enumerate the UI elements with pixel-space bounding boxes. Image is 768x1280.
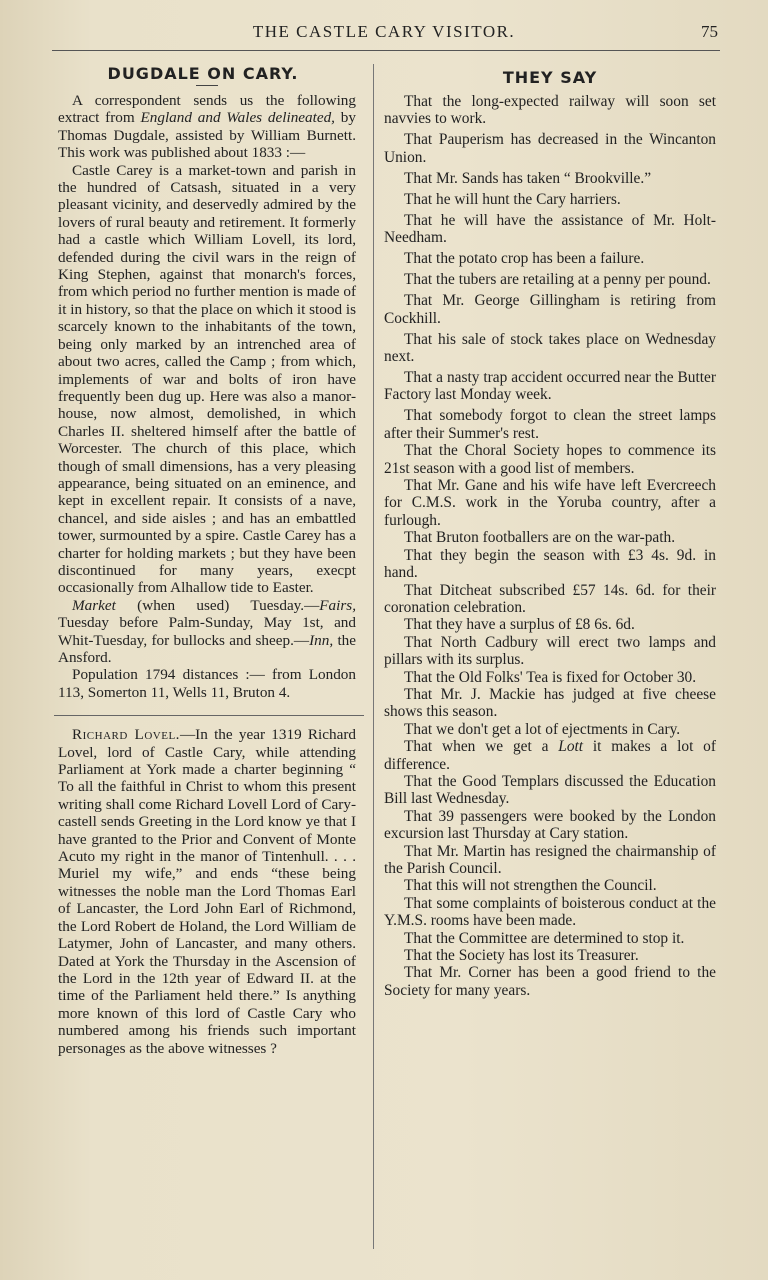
richard-lovel-lead: Richard Lovel. [72, 726, 180, 744]
population-paragraph: Population 1794 distances :— from London 113, Somerton 11, Wells 11, Bruton 4. [58, 666, 356, 701]
they-say-item: That Mr. Corner has been a good friend to the Society for many years. [384, 964, 716, 999]
they-say-item: That a nasty trap accident occurred near the Butter Factory last Monday week. [384, 369, 716, 404]
inn-label: Inn, [309, 631, 334, 649]
they-say-item-lott [384, 738, 716, 773]
they-say-item: That Mr. J. Mackie has judged at five cheese shows this season. [384, 685, 716, 721]
column-divider [373, 64, 374, 1249]
they-say-item: That Mr. Gane and his wife have left Evercreech for C.M.S. work in the Yoruba country, after a furlough. [384, 477, 716, 529]
they-say-item: That we don't get a lot of ejectments in Cary. [404, 720, 681, 738]
they-say-item: That the Choral Society hopes to commence its 21st season with a good list of members. [384, 442, 716, 477]
castle-carey-paragraph: Castle Carey is a market-town and parish in the hundred of Catsash, situated in a very pleasant vicinity, and deservedly admired by the lovers of rural beauty and retirement. It formerly had a castle which William Lovell, its lord, defended during the civil wars in the reign of King Stephen, against that monarch's forces, from which period no further mention is made of it in history, so that the place on which it stood is scarcely known to the inhabitants of the town, being only marked by an intrenched area of about two acres, called the Camp ; from which, implements of war and bolts of iron have frequently been dug up. Here was also a manor-house, now almost, demolished, in which Charles II. sheltered himself after the battle of Worcester. The church of this place, which though of small dimensions, has a very pleasing appearance, being situated on an eminence, and kept in excellent repair. It consists of a nave, chancel, and side aisles ; and has an embattled tower, surmounted by a spire. Castle Carey has a charter for holding markets ; but they have been discontinued for many years, execpt occasionally from Alhallow tide to Easter. [58, 161, 356, 597]
right-column [384, 68, 716, 999]
they-say-item: That they have a surplus of £8 6s. 6d. [404, 616, 635, 634]
they-say-item: That his sale of stock takes place on Wednesday next. [384, 330, 716, 366]
they-say-item: That the tubers are retailing at a penny per pound. [404, 271, 711, 289]
they-say-item: That the Old Folks' Tea is fixed for October 30. [404, 668, 697, 686]
fairs-label: Fairs, [319, 596, 356, 614]
article-heading-dugdale: DUGDALE ON CARY. [107, 64, 299, 83]
intro-text-end: by Thomas Dugdale, assisted by William Burnett. This work was published about 1833 :— [58, 109, 356, 162]
they-say-item: That the Society has lost its Treasurer. [404, 947, 639, 965]
they-say-item: That this will not strengthen the Council. [404, 877, 657, 895]
heading-rule [196, 85, 218, 86]
they-say-item: That the Good Templars discussed the Education Bill last Wednesday. [384, 772, 716, 808]
intro-paragraph [58, 92, 356, 162]
lott-text-end: it makes a lot of difference. [384, 738, 716, 773]
they-say-item: That Mr. Sands has taken “ Brookville.” [404, 169, 652, 187]
market-paragraph [58, 597, 356, 667]
running-title: THE CASTLE CARY VISITOR. [252, 22, 516, 41]
richard-lovel-paragraph [58, 726, 356, 1057]
they-say-item: That some complaints of boisterous conduct at the Y.M.S. rooms have been made. [384, 894, 716, 930]
lott-text-start: That when we get a [404, 738, 559, 756]
they-say-item: That he will hunt the Cary harriers. [404, 190, 621, 208]
they-say-item: That Mr. George Gillingham is retiring from Cockhill. [384, 292, 716, 327]
they-say-item: That somebody forgot to clean the street lamps after their Summer's rest. [384, 407, 716, 442]
header-rule [52, 50, 720, 51]
they-say-item: That Pauperism has decreased in the Wincanton Union. [384, 131, 716, 166]
they-say-item: That Ditcheat subscribed £57 14s. 6d. for their coronation celebration. [384, 581, 716, 616]
they-say-item: That the Committee are determined to stop it. [404, 929, 685, 947]
section-separator [54, 715, 364, 716]
market-label: Market [72, 596, 116, 614]
they-say-item: That North Cadbury will erect two lamps and pillars with its surplus. [384, 633, 716, 669]
they-say-item: That they begin the season with £3 4s. 9d. in hand. [384, 546, 716, 582]
they-say-item: That he will have the assistance of Mr. Holt-Needham. [384, 211, 716, 247]
fairs-text: Tuesday before Palm-Sunday, May 1st, and Whit-Tuesday, for bullocks and sheep.— [58, 614, 356, 649]
book-title: England and Wales delineated, [140, 109, 335, 127]
richard-lovel-text: —In the year 1319 Richard Lovel, lord of Castle Cary, while attending Parliament at York made a charter beginning “ To all the faithful in Christ to whom this present writing shall come Richard Lovell Lord of Cary-castell sends Greeting in the Lord know ye that I have granted to the Prior and Convent of Monte Acuto my right in the manor of Tintenhull. . . . Muriel my wife,” and ends “these being witnesses the noble man the Lord Thomas Earl of Lancaster, the Lord John Earl of Richmond, the Lord Robert de Holand, the Lord William de Latymer, John of Lancaster, and many others. Dated at York the Thursday in the Ascension of the Lord in the 12th year of Edward II. at the time of the Parliament held there.” Is anything more known of this lord of Castle Cary who numbered among his friends such important personages as the above witnesses ? [58, 726, 356, 1057]
market-text: (when used) Tuesday.— [115, 596, 320, 614]
lott-name: Lott [558, 738, 584, 756]
they-say-item: That Mr. Martin has resigned the chairmanship of the Parish Council. [384, 842, 716, 877]
they-say-item: That 39 passengers were booked by the London excursion last Thursday at Cary station. [384, 807, 716, 843]
article-heading-they-say: THEY SAY [502, 68, 598, 87]
they-say-item: That the long-expected railway will soon set navvies to work. [384, 93, 716, 128]
left-column [58, 64, 356, 1057]
they-say-item: That Bruton footballers are on the war-path. [404, 529, 676, 547]
inn-text: the Ansford. [58, 631, 356, 666]
page-number: 75 [701, 22, 718, 41]
page-header [0, 22, 768, 48]
they-say-item: That the potato crop has been a failure. [404, 250, 645, 268]
intro-text-start: A correspondent sends us the following extract from [58, 92, 356, 127]
